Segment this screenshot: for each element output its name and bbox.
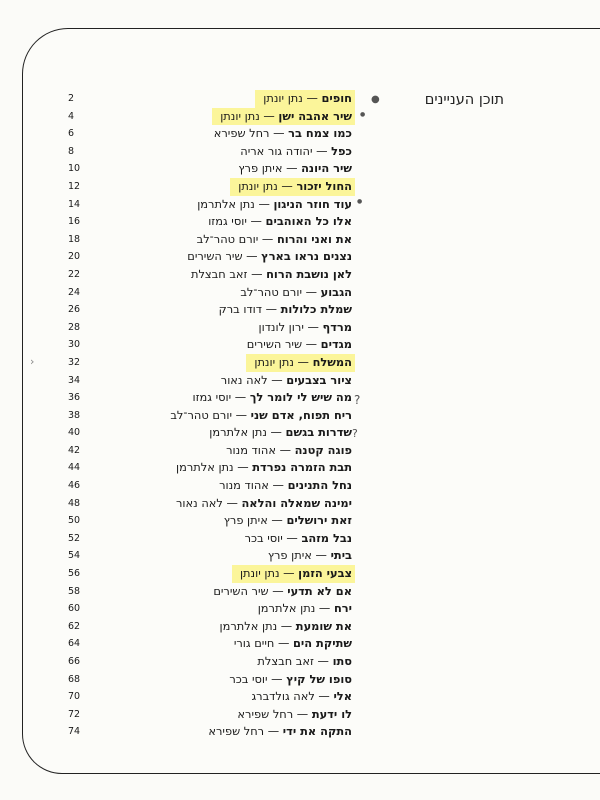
separator-dash: — [269, 126, 289, 141]
toc-row [40, 459, 360, 477]
separator-dash: — [258, 231, 277, 246]
author-name: נתן אלתרמן [219, 618, 278, 633]
song-title: שתיקת הים [292, 636, 352, 651]
toc-entry [229, 671, 352, 689]
separator-dash: — [268, 583, 288, 598]
separator-dash: — [246, 214, 266, 229]
author-name: נתן יונתן [220, 108, 260, 123]
page-number: 64 [68, 638, 81, 650]
page-number: 6 [68, 128, 75, 140]
song-title: שיר אהבה ישן [278, 108, 352, 123]
toc-entry [214, 125, 352, 143]
separator-dash: — [242, 249, 262, 264]
song-title: שמלת כלולות [280, 302, 352, 317]
author-name: רחל שפירא [208, 724, 265, 739]
toc-entry [234, 635, 352, 653]
toc-row [40, 125, 360, 143]
song-title: שיר היונה [301, 161, 352, 176]
pencil-question-mark: ? [352, 427, 358, 440]
page-number: 60 [68, 603, 81, 615]
separator-dash: — [233, 460, 253, 475]
toc-entry [240, 284, 352, 302]
song-title: את שומעת [295, 618, 352, 633]
separator-dash: — [293, 354, 313, 369]
author-name: יורם טהר־לב [240, 284, 302, 299]
separator-dash: — [302, 337, 321, 352]
toc-entry [208, 213, 352, 231]
separator-dash: — [266, 425, 286, 440]
author-name: יוסי גמזו [192, 390, 232, 405]
pencil-dot-mark: ● [357, 198, 363, 205]
toc-row [40, 108, 360, 126]
page-number: 62 [68, 620, 81, 632]
separator-dash: — [277, 178, 297, 193]
toc-row [40, 653, 360, 671]
page-number: 46 [68, 480, 81, 492]
toc-entry [220, 618, 352, 636]
page-number: 40 [68, 427, 81, 439]
author-name: חיים גורי [233, 636, 275, 651]
toc-entry [238, 160, 352, 178]
separator-dash: — [267, 671, 287, 686]
separator-dash: — [313, 654, 333, 668]
author-name: יורם טהר־לב [196, 231, 259, 246]
toc-entry [208, 723, 352, 741]
song-title: אם לא תדעי [287, 583, 352, 598]
toc-title: תוכן העניינים [424, 92, 504, 108]
toc-row [40, 530, 360, 548]
toc-entry [197, 231, 352, 249]
toc-row [40, 248, 360, 266]
page-number: 56 [68, 568, 81, 580]
author-name: שיר השירים [246, 337, 303, 352]
toc-row [40, 389, 360, 407]
song-title: עוד חוזר הניגון [273, 196, 352, 211]
page-number: 20 [68, 251, 81, 263]
song-title: ימינה שמאלה והלאה [241, 495, 352, 510]
toc-entry [226, 442, 352, 460]
toc-row [40, 600, 360, 618]
song-title: נבל מזהב [301, 530, 352, 545]
separator-dash: — [279, 566, 299, 581]
separator-dash: — [282, 530, 302, 545]
toc-row [40, 688, 360, 706]
toc-entry [191, 266, 352, 284]
song-title: שדרות בגשם [285, 425, 352, 440]
author-name: שיר השירים [187, 249, 243, 264]
toc-entry [221, 372, 352, 390]
toc-row [40, 284, 360, 302]
author-name: יהודה גור אריה [240, 143, 313, 158]
page-number: 38 [68, 409, 81, 421]
author-name: ירון לונדון [258, 319, 304, 334]
song-title: אלו כל האוהבים [265, 214, 352, 229]
toc-row [40, 442, 360, 460]
toc-entry [257, 653, 352, 671]
toc-entry [224, 512, 352, 530]
toc-row [40, 583, 360, 601]
song-title: את ואני והרוח [276, 231, 352, 246]
highlighted-entry [230, 178, 355, 196]
toc-row [40, 354, 360, 372]
song-title: זאת ירושלים [286, 513, 352, 528]
toc-row [40, 336, 360, 354]
song-title: סופו של קיץ [286, 671, 352, 686]
separator-dash: — [259, 108, 279, 123]
page-number: 74 [68, 726, 81, 738]
song-title: אלי [333, 689, 352, 704]
toc-row [40, 477, 360, 495]
page-number: 66 [68, 656, 81, 667]
separator-dash: — [231, 390, 250, 405]
song-title: ריח תפוח, אדם שני [250, 407, 352, 422]
song-title: התקה את ידי [282, 724, 352, 739]
page-number: 16 [68, 216, 81, 228]
song-title: החול יזכור [296, 178, 352, 193]
author-name: רחל שפירא [213, 126, 270, 141]
page-number: 28 [68, 321, 81, 333]
separator-dash: — [314, 689, 334, 704]
toc-row [40, 671, 360, 689]
page-number: 24 [68, 286, 81, 298]
separator-dash: — [311, 548, 331, 563]
page-number: 54 [68, 550, 81, 562]
toc-row [40, 160, 360, 178]
separator-dash: — [303, 319, 323, 334]
toc-row [40, 424, 360, 442]
page-number: 36 [68, 392, 81, 404]
page-number: 26 [68, 304, 81, 316]
toc-row [40, 512, 360, 530]
author-name: יוסי בכר [229, 671, 268, 686]
separator-dash: — [277, 618, 296, 633]
toc-entry [245, 530, 352, 548]
song-title: מגדים [320, 337, 352, 352]
page-number: 70 [68, 691, 81, 703]
author-name: נתן יונתן [263, 91, 303, 105]
toc-row [40, 706, 360, 724]
separator-dash: — [267, 513, 287, 528]
author-name: נתן יונתן [254, 354, 294, 369]
song-title: כמו צמח בר [288, 126, 352, 141]
toc-row [40, 213, 360, 231]
author-name: נתן אלתרמן [197, 196, 255, 211]
page-number: 18 [68, 233, 81, 245]
toc-row [40, 90, 360, 108]
toc-entry [259, 319, 353, 337]
song-title: כפל [331, 143, 352, 158]
toc-entry [219, 301, 352, 319]
author-name: יורם טהר־לב [170, 407, 233, 422]
separator-dash: — [267, 372, 287, 387]
toc-row [40, 266, 360, 284]
separator-dash: — [262, 302, 281, 317]
page-number: 50 [68, 515, 81, 527]
song-title: לו ידעת [311, 706, 352, 721]
page-number: 44 [68, 462, 81, 474]
separator-dash: — [312, 143, 332, 158]
song-title: צבעי הזמן [298, 566, 352, 581]
highlighted-entry [212, 108, 355, 126]
separator-dash: — [254, 196, 274, 211]
highlighted-entry [246, 354, 355, 372]
toc-row [40, 618, 360, 636]
toc-row [40, 635, 360, 653]
song-title: סתו [332, 654, 352, 668]
pencil-tick-mark: › [30, 355, 35, 368]
page-number: 68 [68, 673, 81, 685]
song-title: ירח [333, 601, 352, 616]
toc-row [40, 723, 360, 741]
toc-row [40, 196, 363, 214]
pencil-dot-mark: ● [360, 111, 366, 118]
separator-dash: — [293, 706, 312, 721]
toc-row [40, 301, 360, 319]
page-number: 10 [68, 163, 81, 175]
page-number: 34 [68, 374, 81, 386]
toc-entry [187, 248, 352, 266]
highlighted-entry [255, 90, 355, 108]
author-name: דודו ברק [218, 302, 262, 317]
song-title: תבת הזמרה נפרדת [252, 460, 352, 475]
page-number: 14 [68, 198, 81, 210]
toc-entry [213, 583, 352, 601]
page-number: 22 [68, 268, 81, 280]
page-number: 2 [68, 93, 75, 104]
toc-entry [240, 143, 352, 161]
toc-row [40, 372, 360, 390]
page-number: 48 [68, 497, 81, 509]
toc-row [40, 178, 360, 196]
pencil-question-mark: ? [354, 393, 361, 407]
author-name: אהוד מנור [219, 478, 269, 493]
toc-entry [219, 477, 352, 495]
song-title: לאן נושבת הרוח [266, 266, 352, 281]
separator-dash: — [302, 284, 321, 299]
page-number: 8 [68, 145, 75, 157]
toc-entry [268, 547, 352, 565]
author-name: יוסי בכר [244, 530, 283, 545]
separator-dash: — [222, 495, 242, 510]
toc-row [40, 547, 360, 565]
song-title: מרדף [322, 319, 352, 334]
separator-dash: — [302, 91, 322, 105]
author-name: שיר השירים [213, 583, 269, 598]
separator-dash: — [268, 478, 288, 493]
song-title: הגבוע [320, 284, 352, 299]
author-name: אהוד מנור [226, 442, 276, 457]
song-title: פוגה קטנה [294, 442, 352, 457]
author-name: איתן פרץ [267, 548, 312, 563]
author-name: לאה נאור [220, 372, 268, 387]
toc-entry [237, 706, 352, 724]
toc-entry [176, 495, 352, 513]
page-number: 42 [68, 444, 81, 456]
author-name: נתן אלתרמן [209, 425, 267, 440]
separator-dash: — [247, 266, 267, 281]
toc-row [40, 407, 360, 425]
toc-row [40, 495, 360, 513]
page-number: 72 [68, 708, 81, 720]
page-number: 12 [68, 180, 81, 192]
toc-entry [176, 459, 352, 477]
toc-row [40, 143, 360, 161]
song-title: מה שיש לי לומר לך [249, 390, 352, 405]
author-name: רחל שפירא [237, 706, 294, 721]
toc-entry [258, 600, 352, 618]
highlighted-entry [232, 565, 355, 583]
author-name: נתן יונתן [239, 566, 280, 581]
author-name: יוסי גמזו [208, 214, 247, 229]
author-name: לאה גולדברג [251, 689, 315, 704]
author-name: זאב חבצלת [190, 266, 248, 281]
page-number: 4 [68, 110, 75, 122]
page-number: 58 [68, 585, 81, 597]
toc-entry [251, 688, 352, 706]
page-number: 30 [68, 339, 81, 351]
toc-list [40, 90, 363, 741]
page-number: 52 [68, 532, 81, 544]
song-title: נצנים נראו בארץ [261, 249, 352, 264]
toc-row [40, 565, 360, 583]
author-name: נתן אלתרמן [257, 601, 316, 616]
author-name: איתן פרץ [238, 161, 283, 176]
page-number: 32 [68, 356, 81, 368]
song-title: המשלח [312, 354, 352, 369]
toc-entry [197, 196, 352, 214]
toc-entry [170, 407, 352, 425]
toc-entry [209, 424, 352, 442]
separator-dash: — [315, 601, 334, 616]
toc-row [40, 319, 360, 337]
pencil-dot-mark: ● [371, 94, 380, 105]
separator-dash: — [232, 407, 251, 422]
toc-row [40, 231, 360, 249]
song-title: נחל התנינים [287, 478, 352, 493]
separator-dash: — [282, 161, 302, 176]
separator-dash: — [264, 724, 283, 739]
author-name: נתן יונתן [238, 178, 278, 193]
author-name: לאה נאור [175, 495, 223, 510]
song-title: ציור בצבעים [286, 372, 352, 387]
song-title: חופים [321, 91, 352, 105]
author-name: נתן אלתרמן [175, 460, 234, 475]
toc-entry [247, 336, 352, 354]
song-title: ביתי [330, 548, 352, 563]
separator-dash: — [274, 636, 293, 651]
separator-dash: — [275, 442, 295, 457]
toc-entry [192, 389, 352, 407]
author-name: זאב חבצלת [257, 654, 314, 668]
author-name: איתן פרץ [223, 513, 268, 528]
